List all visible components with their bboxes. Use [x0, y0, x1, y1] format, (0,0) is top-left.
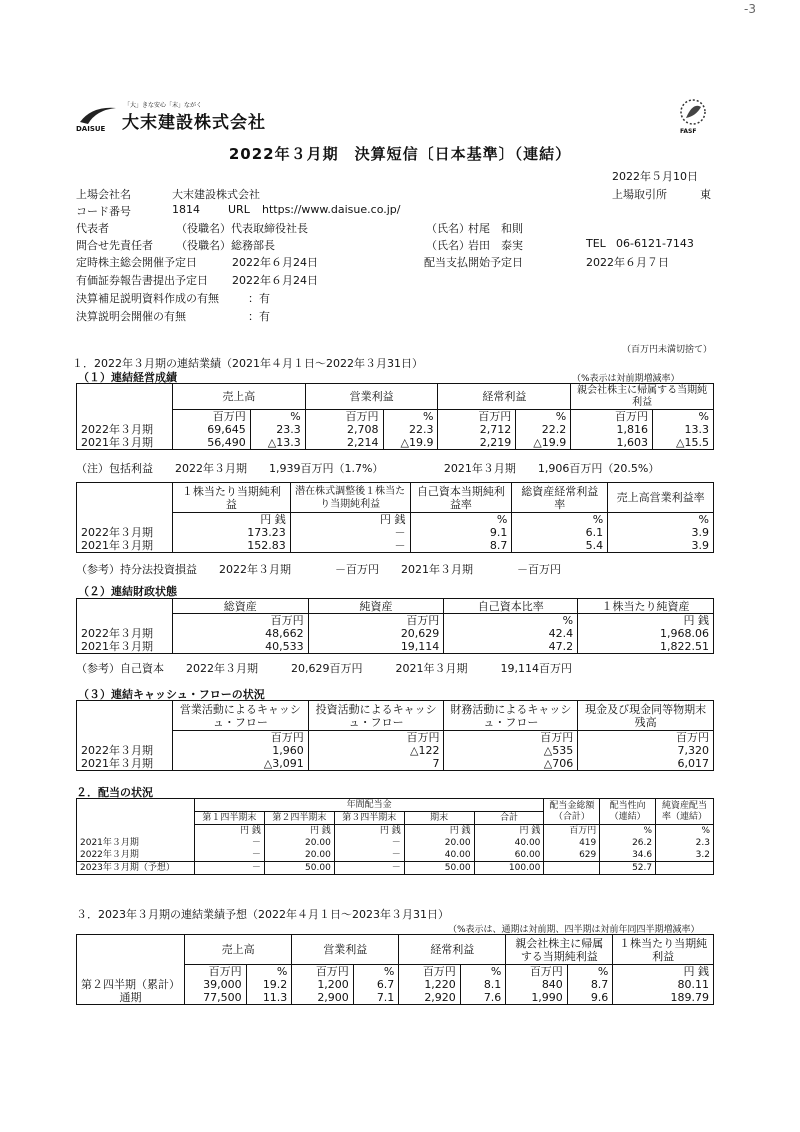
unit-cell: 百万円 [544, 825, 600, 838]
col-year-end: 期末 [404, 812, 474, 825]
section1-pct-note: （%表示は対前期増減率） [572, 374, 680, 384]
table-row [77, 744, 714, 757]
cell: 22.3 [383, 423, 438, 436]
cell: 1,960 [172, 744, 308, 757]
unit-cell: 百万円 [506, 965, 568, 979]
dividend-table [76, 798, 714, 875]
unit-cell: 円 銭 [404, 825, 474, 838]
unit-cell: 円 銭 [264, 825, 334, 838]
unit-cell: % [383, 410, 438, 424]
col-total-dividend: 配当金総額（合計） [544, 799, 600, 825]
table-row [77, 849, 714, 862]
representative-role: （役職名）代表取締役社長 [176, 222, 308, 235]
col-operating-income: 営業利益 [292, 935, 399, 965]
row-label: 2022年３月期 [77, 744, 173, 757]
contact-name-label: （氏名） [426, 239, 470, 252]
company-name-label: 上場会社名 [76, 188, 131, 201]
cell: 20.00 [264, 837, 334, 849]
unit-cell: 百万円 [172, 731, 308, 745]
report-date: 2022年５月10日 [612, 170, 698, 183]
cell: 1,200 [292, 978, 354, 991]
col-net-income: 親会社株主に帰属する当期純利益 [571, 384, 714, 410]
col-cash-end: 現金及び現金同等物期末残高 [578, 701, 714, 731]
table-row [77, 862, 714, 875]
unit-cell: 百万円 [444, 731, 578, 745]
col-operating-income: 営業利益 [305, 384, 438, 410]
fasf-leaf-icon [676, 98, 710, 128]
col-q2: 第２四半期末 [264, 812, 334, 825]
page-title: 2022年３月期 決算短信〔日本基準〕（連結） [228, 145, 572, 163]
cell: 50.00 [404, 862, 474, 875]
col-doe: 純資産配当率（連結） [656, 799, 714, 825]
cell: 8.7 [567, 978, 613, 991]
exchange-label: 上場取引所 [612, 188, 667, 201]
company-url-link[interactable]: https://www.daisue.co.jp/ [262, 203, 401, 216]
cell: 47.2 [444, 640, 578, 654]
section1-title: １．2022年３月期の連結業績（2021年４月１日～2022年３月31日） [72, 357, 423, 370]
col-net-assets: 純資産 [308, 599, 444, 614]
unit-cell: % [608, 513, 714, 527]
cell: 2,900 [292, 991, 354, 1005]
col-sales: 売上高 [172, 384, 305, 410]
col-ordinary-income: 経常利益 [438, 384, 571, 410]
unit-cell: % [600, 825, 656, 838]
unit-cell: 円 銭 [194, 825, 264, 838]
unit-cell: 百万円 [399, 965, 461, 979]
cell: 2,920 [399, 991, 461, 1005]
row-label: 2022年３月期 [77, 627, 173, 640]
col-investing-cf: 投資活動によるキャッシュ・フロー [308, 701, 444, 731]
unit-note: （百万円未満切捨て） [622, 345, 713, 355]
cell: △706 [444, 757, 578, 771]
unit-cell: 百万円 [172, 410, 250, 424]
cell: 1,603 [571, 436, 653, 450]
tel-label: TEL [586, 237, 606, 250]
cell: △122 [308, 744, 444, 757]
cell: △15.5 [653, 436, 714, 450]
cell: 9.6 [567, 991, 613, 1005]
table-row [77, 539, 714, 553]
cell: 40,533 [172, 640, 308, 654]
col-financing-cf: 財務活動によるキャッシュ・フロー [444, 701, 578, 731]
cell: 7.1 [353, 991, 399, 1005]
cell: △3,091 [172, 757, 308, 771]
dividend-start-date: 2022年６月７日 [586, 256, 669, 269]
col-annual-dividend: 年間配当金 [194, 799, 543, 812]
unit-cell: % [444, 614, 578, 628]
section1-sub3: （３）連結キャッシュ・フローの状況 [78, 688, 265, 701]
cell: 69,645 [172, 423, 250, 436]
equity-note: （参考）自己資本 2022年３月期 20,629百万円 2021年３月期 19,114百万円 [76, 662, 572, 675]
cell: 80.11 [613, 978, 714, 991]
table-row [77, 436, 714, 450]
unit-cell: % [567, 965, 613, 979]
cell: △535 [444, 744, 578, 757]
unit-cell: 百万円 [172, 614, 308, 628]
col-sales: 売上高 [185, 935, 292, 965]
cell: － [290, 539, 410, 553]
briefing-label: 決算説明会開催の有無 [76, 310, 186, 323]
cell: － [194, 849, 264, 862]
cell: 77,500 [185, 991, 247, 1005]
cell: 26.2 [600, 837, 656, 849]
row-label: 2022年３月期 [77, 423, 173, 436]
cash-flow-table [76, 700, 714, 771]
contact-label: 問合せ先責任者 [76, 239, 153, 252]
unit-cell: 円 銭 [334, 825, 404, 838]
logo-tagline: 「大」きな安心「末」ながく [124, 102, 203, 109]
unit-cell: 円 銭 [578, 614, 714, 628]
unit-cell: % [410, 513, 512, 527]
exchange-value: 東 [700, 188, 711, 201]
unit-cell: % [353, 965, 399, 979]
cell: 1,220 [399, 978, 461, 991]
unit-cell: 百万円 [305, 410, 383, 424]
unit-cell: 百万円 [578, 731, 714, 745]
col-operating-cf: 営業活動によるキャッシュ・フロー [172, 701, 308, 731]
cell: 1,816 [571, 423, 653, 436]
cell: 56,490 [172, 436, 250, 450]
cell: 50.00 [264, 862, 334, 875]
unit-cell: % [653, 410, 714, 424]
cell: 2,708 [305, 423, 383, 436]
unit-cell: 円 銭 [474, 825, 544, 838]
cell: 2,712 [438, 423, 516, 436]
cell: 11.3 [246, 991, 292, 1005]
cell: △19.9 [383, 436, 438, 450]
col-net-income: 親会社株主に帰属する当期純利益 [506, 935, 613, 965]
unit-cell: % [246, 965, 292, 979]
comprehensive-income-note: （注）包括利益 2022年３月期 1,939百万円（1.7%） 2021年３月期 1,906百万円（20.5%） [76, 462, 660, 475]
cell: 22.2 [516, 423, 571, 436]
cell: 6,017 [578, 757, 714, 771]
cell: 48,662 [172, 627, 308, 640]
row-label: 2021年３月期 [77, 837, 195, 849]
cell: 20.00 [404, 837, 474, 849]
unit-cell: % [656, 825, 714, 838]
agm-label: 定時株主総会開催予定日 [76, 256, 197, 269]
fasf-label: FASF [680, 128, 697, 135]
logo-swoosh-icon [78, 104, 118, 126]
contact-name: 岩田 泰実 [468, 239, 523, 252]
cell: 23.3 [250, 423, 305, 436]
cell: － [334, 837, 404, 849]
corner-mark: -3 [744, 2, 756, 16]
operating-results-table [76, 383, 714, 450]
section3-pct-note: （%表示は、通期は対前期、四半期は対前年同四半期増減率） [448, 925, 700, 935]
unit-cell: % [516, 410, 571, 424]
cell: 42.4 [444, 627, 578, 640]
cell: － [290, 526, 410, 539]
unit-cell: % [512, 513, 608, 527]
cell: △19.9 [516, 436, 571, 450]
col-q3: 第３四半期末 [334, 812, 404, 825]
cell: 1,822.51 [578, 640, 714, 654]
col-operating-margin: 売上高営業利益率 [608, 483, 714, 513]
cell: 2,214 [305, 436, 383, 450]
cell: 52.7 [600, 862, 656, 875]
unit-cell: % [460, 965, 506, 979]
cell: 34.6 [600, 849, 656, 862]
cell: 3.2 [656, 849, 714, 862]
unit-cell: 百万円 [308, 614, 444, 628]
cell: 1,968.06 [578, 627, 714, 640]
representative-name-label: （氏名） [426, 222, 470, 235]
cell: 40.00 [474, 837, 544, 849]
logo-brand: DAISUE [76, 125, 106, 133]
cell: 9.1 [410, 526, 512, 539]
table-row [77, 627, 714, 640]
cell: 173.23 [172, 526, 290, 539]
cell: 2.3 [656, 837, 714, 849]
table-row [77, 837, 714, 849]
section1-sub2: （２）連結財政状態 [78, 585, 177, 598]
tel-value: 06-6121-7143 [616, 237, 694, 250]
briefing-value: ：有 [248, 310, 270, 323]
cell: 13.3 [653, 423, 714, 436]
cell: 100.00 [474, 862, 544, 875]
unit-cell: 円 銭 [172, 513, 290, 527]
fasf-mark [676, 98, 710, 142]
cell: 20,629 [308, 627, 444, 640]
cell: 19.2 [246, 978, 292, 991]
financial-position-table [76, 598, 714, 654]
cell: 1,990 [506, 991, 568, 1005]
equity-method-note: （参考）持分法投資損益 2022年３月期 －百万円 2021年３月期 －百万円 [76, 563, 561, 576]
table-row [77, 423, 714, 436]
representative-label: 代表者 [76, 222, 109, 235]
unit-cell: 円 銭 [613, 965, 714, 979]
logo-company-name: 大末建設株式会社 [122, 113, 266, 133]
unit-cell: % [250, 410, 305, 424]
col-q1: 第１四半期末 [194, 812, 264, 825]
securities-report-label: 有価証券報告書提出予定日 [76, 274, 208, 287]
cell: 8.7 [410, 539, 512, 553]
row-label: 2021年３月期 [77, 539, 173, 553]
col-total: 合計 [474, 812, 544, 825]
securities-report-date: 2022年６月24日 [232, 274, 318, 287]
unit-cell: 百万円 [571, 410, 653, 424]
col-roa: 総資産経常利益率 [512, 483, 608, 513]
forecast-table [76, 934, 714, 1005]
cell: 6.7 [353, 978, 399, 991]
cell: △13.3 [250, 436, 305, 450]
code-label: コード番号 [76, 205, 131, 218]
cell: 7,320 [578, 744, 714, 757]
cell: 3.9 [608, 526, 714, 539]
col-ordinary-income: 経常利益 [399, 935, 506, 965]
cell: 5.4 [512, 539, 608, 553]
cell: 840 [506, 978, 568, 991]
cell: 189.79 [613, 991, 714, 1005]
cell: － [334, 862, 404, 875]
col-roe: 自己資本当期純利益率 [410, 483, 512, 513]
cell: － [334, 849, 404, 862]
col-payout-ratio: 配当性向（連結） [600, 799, 656, 825]
cell: 19,114 [308, 640, 444, 654]
section3-title: ３．2023年３月期の連結業績予想（2022年４月１日～2023年３月31日） [76, 908, 449, 921]
row-label: 2023年３月期（予想） [77, 862, 195, 875]
unit-cell: 百万円 [308, 731, 444, 745]
cell: 8.1 [460, 978, 506, 991]
cell: 7.6 [460, 991, 506, 1005]
cell: 39,000 [185, 978, 247, 991]
cell: 629 [544, 849, 600, 862]
col-bps: １株当たり純資産 [578, 599, 714, 614]
unit-cell: 百万円 [292, 965, 354, 979]
company-name-value: 大末建設株式会社 [172, 188, 260, 201]
unit-cell: 百万円 [438, 410, 516, 424]
cell: 20.00 [264, 849, 334, 862]
cell: 152.83 [172, 539, 290, 553]
col-total-assets: 総資産 [172, 599, 308, 614]
dividend-start-label: 配当支払開始予定日 [424, 256, 523, 269]
row-label: 第２四半期（累計） [77, 978, 185, 991]
cell: 40.00 [404, 849, 474, 862]
cell [544, 862, 600, 875]
row-label: 通期 [77, 991, 185, 1005]
unit-cell: 円 銭 [290, 513, 410, 527]
cell: 60.00 [474, 849, 544, 862]
cell: 2,219 [438, 436, 516, 450]
table-row [77, 640, 714, 654]
row-label: 2021年３月期 [77, 640, 173, 654]
row-label: 2022年３月期 [77, 526, 173, 539]
cell: 3.9 [608, 539, 714, 553]
cell: 7 [308, 757, 444, 771]
url-label: URL [228, 203, 250, 216]
table-row [77, 991, 714, 1005]
section2-title: ２．配当の状況 [76, 786, 153, 799]
col-diluted-eps: 潜在株式調整後１株当たり当期純利益 [290, 483, 410, 513]
col-eps: １株当たり当期純利益 [613, 935, 714, 965]
col-equity-ratio: 自己資本比率 [444, 599, 578, 614]
cell: 419 [544, 837, 600, 849]
cell: 6.1 [512, 526, 608, 539]
row-label: 2022年３月期 [77, 849, 195, 862]
table-row [77, 757, 714, 771]
row-label: 2021年３月期 [77, 436, 173, 450]
company-logo [76, 100, 266, 134]
col-eps: １株当たり当期純利益 [172, 483, 290, 513]
cell [656, 862, 714, 875]
table-row [77, 526, 714, 539]
agm-date: 2022年６月24日 [232, 256, 318, 269]
representative-name: 村尾 和則 [468, 222, 523, 235]
supplementary-label: 決算補足説明資料作成の有無 [76, 292, 219, 305]
cell: － [194, 837, 264, 849]
section1-sub1: （１）連結経営成績 [78, 371, 177, 384]
row-label: 2021年３月期 [77, 757, 173, 771]
contact-role: （役職名）総務部長 [176, 239, 275, 252]
table-row [77, 978, 714, 991]
per-share-table [76, 482, 714, 553]
cell: － [194, 862, 264, 875]
code-value: 1814 [172, 203, 200, 216]
unit-cell: 百万円 [185, 965, 247, 979]
supplementary-value: ：有 [248, 292, 270, 305]
